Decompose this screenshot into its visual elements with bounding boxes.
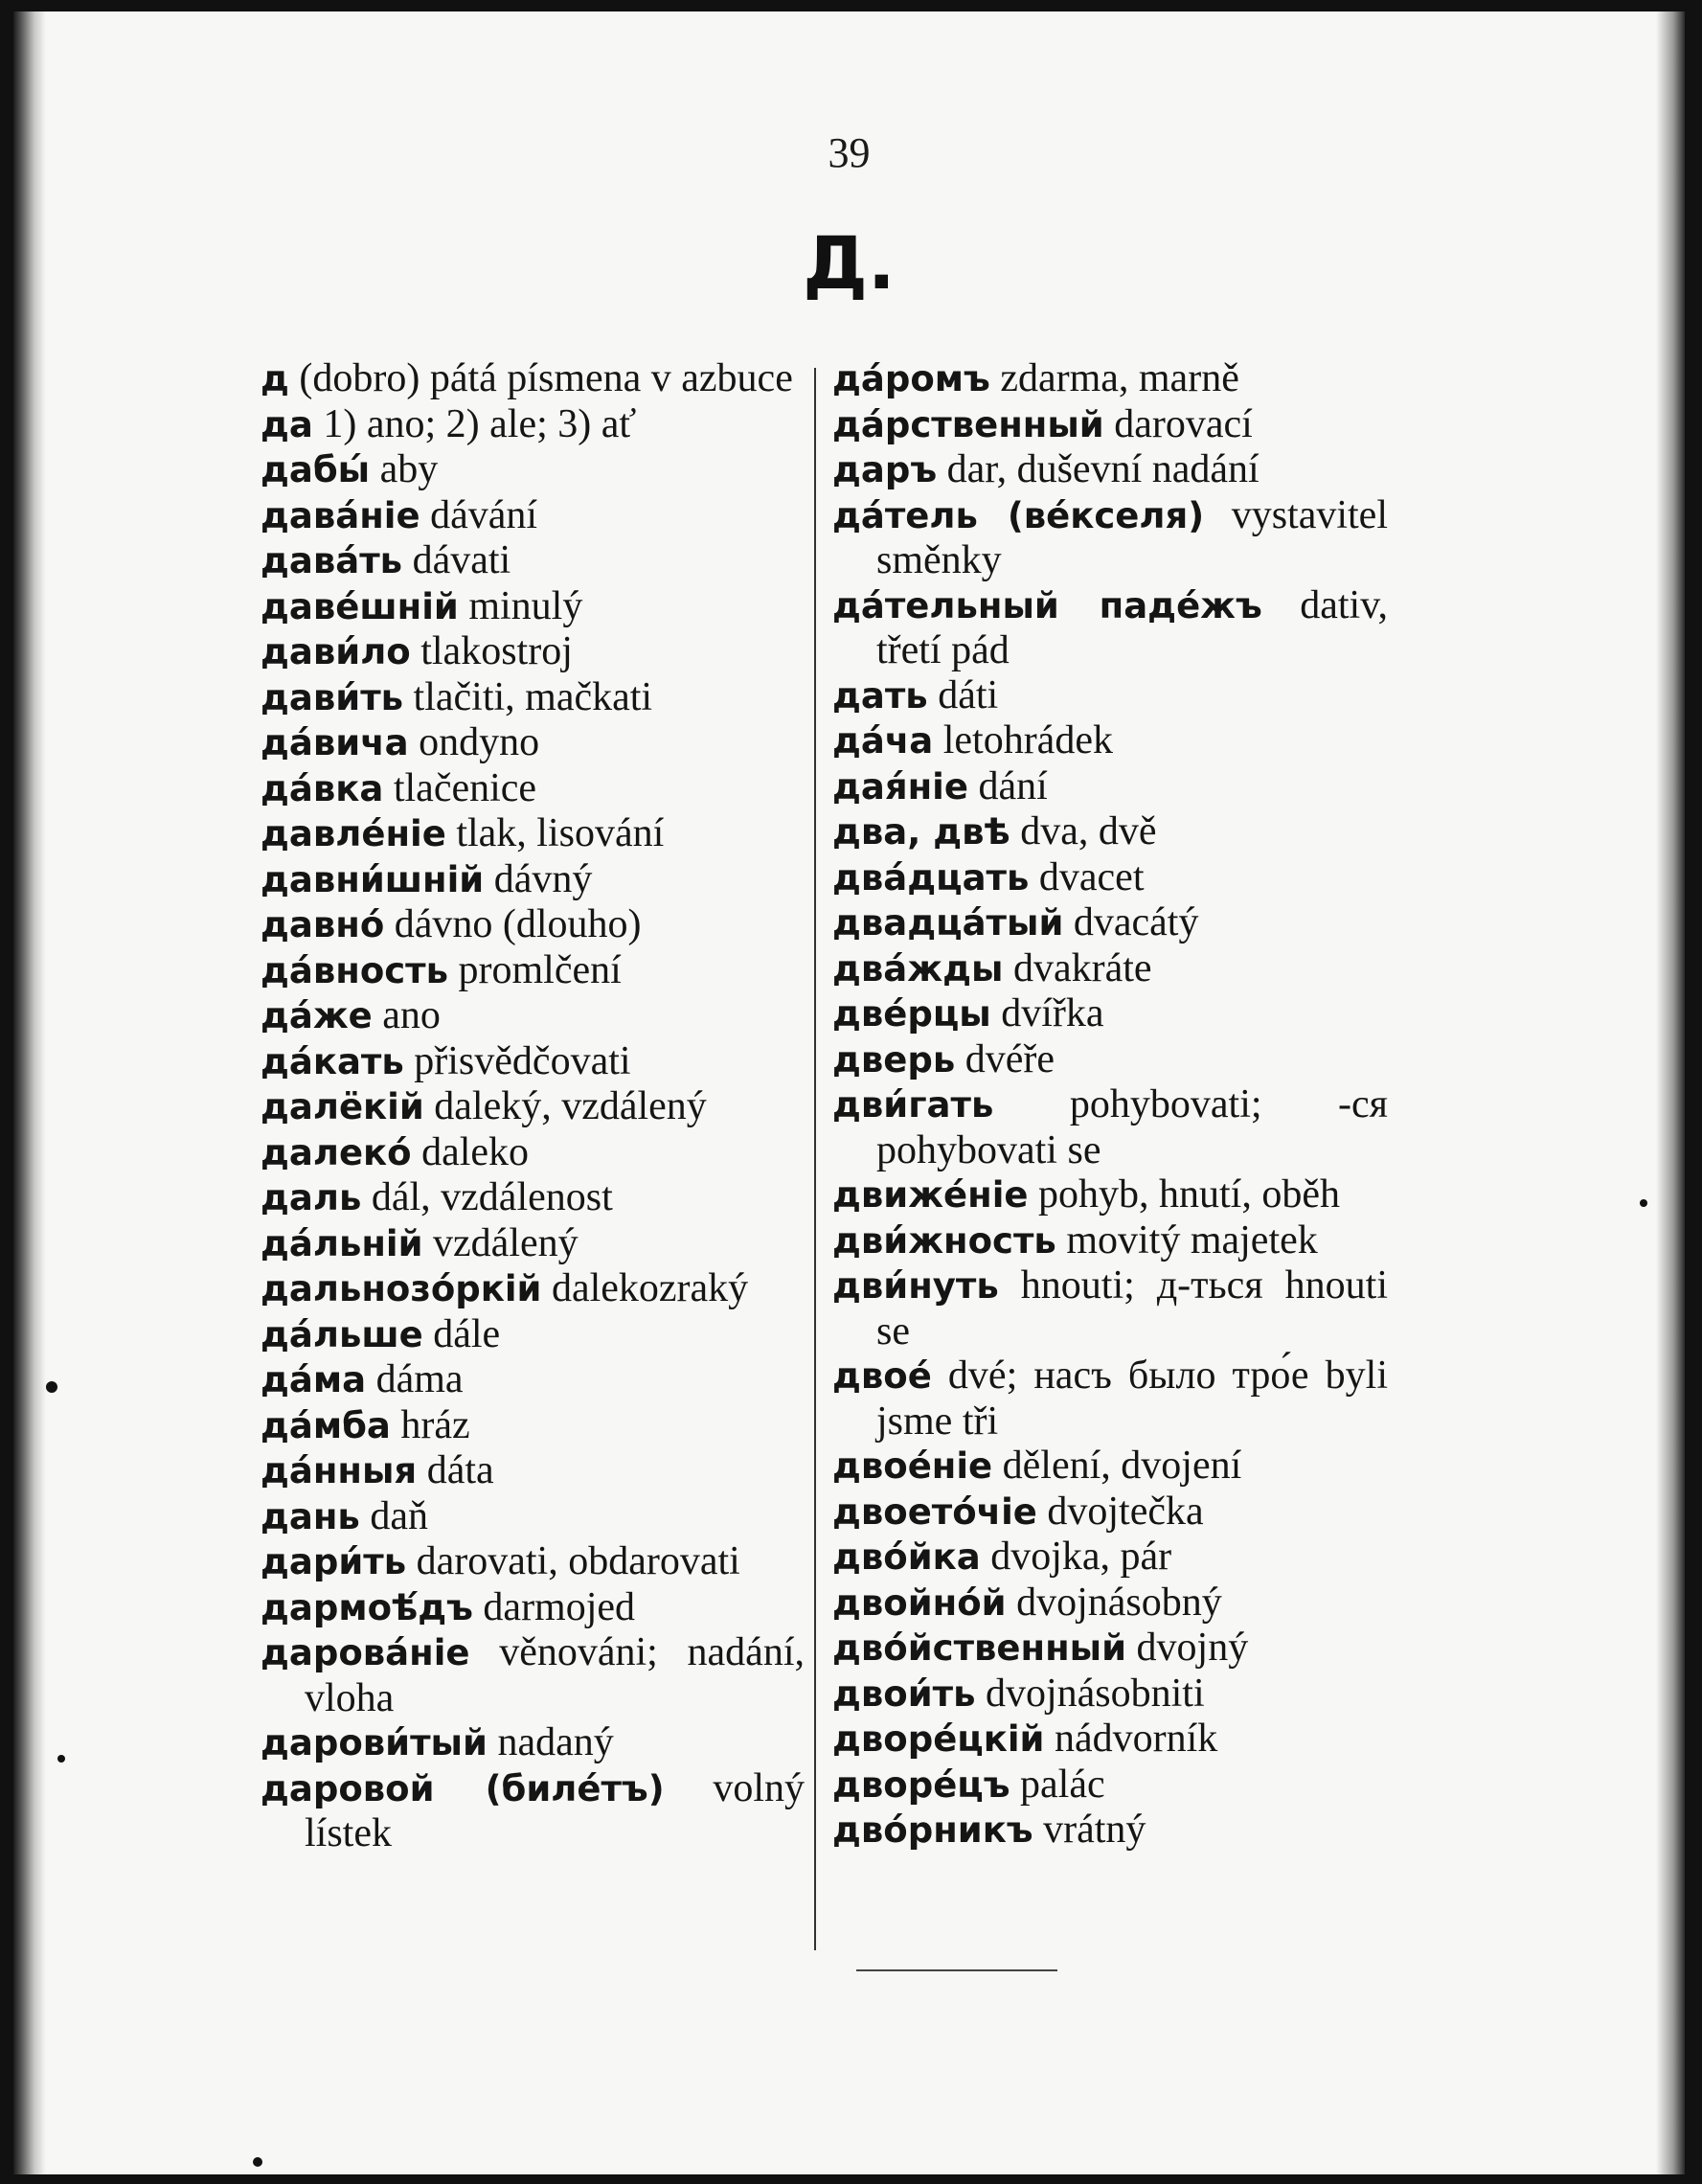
dictionary-entry <box>261 1539 805 1585</box>
entry-definition: darmojed <box>483 1584 636 1629</box>
entry-definition: hráz <box>400 1402 470 1447</box>
dictionary-entry <box>261 948 805 994</box>
dictionary-entry <box>261 356 805 402</box>
entry-definition: pohybovati; -ся pohybovati se <box>876 1082 1388 1172</box>
entry-definition: dvojnásobniti <box>985 1671 1205 1716</box>
entry-definition: (dobro) pátá písmena v azbuce <box>299 356 793 400</box>
entry-headword: дава́ніе <box>261 494 420 536</box>
entry-definition: dvojtečka <box>1047 1489 1204 1534</box>
dictionary-entry <box>832 447 1388 493</box>
page-number: 39 <box>828 129 871 176</box>
dictionary-entry <box>832 809 1388 855</box>
entry-headword: даръ <box>832 449 938 490</box>
entry-headword: дави́ло <box>261 631 411 672</box>
entry-definition: daň <box>370 1493 428 1538</box>
dictionary-entry <box>832 673 1388 719</box>
entry-headword: давно́ <box>261 904 385 945</box>
entry-headword: двое́ніе <box>832 1445 993 1487</box>
entry-definition: dáma <box>375 1357 464 1401</box>
entry-headword: давни́шній <box>261 858 485 900</box>
entry-headword: дарова́ніе <box>261 1632 470 1673</box>
dictionary-entry <box>261 675 805 721</box>
entry-definition: dávání <box>430 492 538 537</box>
dictionary-entry <box>832 946 1388 992</box>
entry-headword: д <box>261 358 289 399</box>
entry-headword: да́ма <box>261 1359 367 1400</box>
dictionary-entry <box>261 1084 805 1130</box>
dictionary-entry <box>261 1494 805 1540</box>
entry-headword: дво́йка <box>832 1536 981 1578</box>
dictionary-entry <box>261 1403 805 1449</box>
entry-definition: 1) ano; 2) ale; 3) ať <box>323 401 637 446</box>
dictionary-entry <box>832 991 1388 1037</box>
entry-headword: да <box>261 403 313 445</box>
entry-definition: letohrádek <box>942 718 1113 762</box>
column-divider <box>814 368 816 1950</box>
entry-headword: два, двѣ <box>832 811 1010 853</box>
dictionary-entry <box>261 1221 805 1267</box>
entry-definition: dar, duševní nadání <box>946 447 1259 491</box>
entry-definition: aby <box>379 447 439 491</box>
entry-definition: dávný <box>493 856 593 901</box>
entry-definition: dál, vzdálenost <box>371 1175 613 1219</box>
entry-definition: dáta <box>426 1448 494 1492</box>
entry-headword: давле́ніе <box>261 813 446 854</box>
print-speck <box>253 2157 262 2167</box>
dictionary-entry <box>832 1672 1388 1718</box>
entry-headword: даровой (биле́тъ) <box>261 1767 665 1809</box>
entry-definition: tlakostroj <box>420 629 573 673</box>
entry-headword: двойно́й <box>832 1581 1007 1624</box>
dictionary-entry <box>832 1082 1388 1172</box>
entry-definition: nadaný <box>497 1720 614 1764</box>
dictionary-entry <box>832 356 1388 402</box>
entry-definition: ondyno <box>419 720 540 764</box>
dictionary-entry <box>261 811 805 857</box>
entry-definition: volný lístek <box>305 1765 805 1855</box>
entry-definition: ano <box>382 993 441 1037</box>
entry-headword: дворе́цъ <box>832 1763 1010 1806</box>
entry-headword: дари́ть <box>261 1541 407 1582</box>
entry-definition: dávati <box>412 538 511 582</box>
entry-definition: dvacátý <box>1073 900 1199 944</box>
dictionary-entry <box>832 1763 1388 1809</box>
entry-definition: dvojnásobný <box>1016 1580 1222 1625</box>
entry-headword: да́вность <box>261 949 449 991</box>
entry-headword: да́вка <box>261 767 384 809</box>
entry-headword: двои́ть <box>832 1672 976 1715</box>
entry-definition: dvířka <box>1001 991 1104 1035</box>
entry-definition: movitý majetek <box>1066 1217 1318 1263</box>
entry-headword: да́льше <box>261 1313 423 1355</box>
dictionary-entry <box>832 402 1388 448</box>
dictionary-entry <box>832 855 1388 901</box>
entry-definition: dvojný <box>1136 1626 1249 1670</box>
entry-headword: дви́жность <box>832 1219 1056 1262</box>
entry-definition: promlčení <box>458 947 622 992</box>
entry-definition: daleký, vzdálený <box>434 1084 707 1128</box>
entry-definition: tlak, lisování <box>456 811 665 855</box>
entry-headword: двое́ <box>832 1355 932 1397</box>
section-letter-heading: Д. <box>803 220 896 306</box>
entry-headword: дверь <box>832 1038 956 1081</box>
entry-definition: dalekozraký <box>551 1266 749 1310</box>
entry-headword: дво́йственный <box>832 1627 1127 1669</box>
entry-headword: дви́гать <box>832 1084 994 1126</box>
entry-definition: dativ, třetí pád <box>876 582 1388 672</box>
dictionary-entry <box>832 493 1388 583</box>
print-speck <box>57 1755 65 1763</box>
dictionary-entry <box>832 900 1388 946</box>
entry-headword: да́нныя <box>261 1450 418 1491</box>
entry-headword: дарови́тый <box>261 1722 488 1763</box>
dictionary-entry <box>261 857 805 903</box>
dictionary-entry <box>261 1766 805 1856</box>
dictionary-page <box>13 11 1685 2174</box>
entry-definition: dvé; насъ было тро́е byli jsme tři <box>876 1354 1389 1444</box>
entry-definition: dáti <box>938 672 999 717</box>
entry-headword: да́тельный паде́жъ <box>832 584 1262 626</box>
entry-definition: přisvědčovati <box>414 1038 631 1083</box>
entry-headword: две́рцы <box>832 993 991 1035</box>
dictionary-entry <box>832 1626 1388 1672</box>
dictionary-entry <box>261 720 805 766</box>
entry-headword: дабы́ <box>261 449 371 490</box>
entry-definition: dvéře <box>964 1036 1055 1081</box>
print-speck <box>1640 1199 1647 1207</box>
entry-definition: palác <box>1020 1762 1105 1807</box>
entry-headword: дава́ть <box>261 540 403 581</box>
entry-headword: дворе́цкій <box>832 1718 1045 1760</box>
entry-headword: да́кать <box>261 1040 404 1082</box>
entry-headword: да́ромъ <box>832 358 990 399</box>
entry-definition: vrátný <box>1043 1808 1146 1852</box>
entry-definition: tlačiti, mačkati <box>413 674 653 719</box>
entry-headword: дармоѣ́дъ <box>261 1586 473 1628</box>
entry-definition: dvakráte <box>1012 945 1152 990</box>
entry-definition: darovací <box>1114 401 1253 446</box>
dictionary-entry <box>261 993 805 1039</box>
entry-headword: движе́ніе <box>832 1174 1029 1216</box>
entry-definition: dva, dvě <box>1020 809 1157 853</box>
dictionary-entry <box>261 447 805 493</box>
dictionary-entry <box>261 1448 805 1494</box>
entry-headword: да́льній <box>261 1222 423 1264</box>
dictionary-entry <box>261 1720 805 1766</box>
print-speck <box>46 1381 57 1393</box>
dictionary-entry <box>832 1172 1388 1218</box>
entry-headword: да́вича <box>261 722 409 763</box>
dictionary-entry <box>261 584 805 630</box>
dictionary-entry <box>261 766 805 812</box>
entry-definition: dvojka, pár <box>990 1535 1172 1579</box>
entry-definition: zdarma, marně <box>1000 356 1239 400</box>
entry-definition: nádvorník <box>1054 1717 1218 1761</box>
entry-headword: да́мба <box>261 1404 391 1446</box>
left-column <box>261 356 805 1856</box>
dictionary-entry <box>261 1130 805 1176</box>
dictionary-entry <box>261 1039 805 1085</box>
dictionary-entry <box>261 538 805 584</box>
entry-definition: věnováni; nadání, vloha <box>305 1630 805 1720</box>
entry-headword: дань <box>261 1495 360 1537</box>
entry-definition: dělení, dvojení <box>1002 1444 1242 1488</box>
dictionary-entry <box>832 1263 1388 1354</box>
dictionary-entry <box>832 718 1388 764</box>
dictionary-entry <box>832 1218 1388 1264</box>
dictionary-entry <box>261 1175 805 1221</box>
entry-headword: дая́ніе <box>832 765 968 808</box>
entry-headword: дать <box>832 674 928 717</box>
entry-headword: далёкій <box>261 1086 424 1127</box>
entry-definition: vzdálený <box>433 1220 579 1265</box>
entry-definition: dvacet <box>1038 854 1145 899</box>
entry-headword: да́тель (ве́кселя) <box>832 494 1205 536</box>
dictionary-entry <box>832 1717 1388 1763</box>
dictionary-entry <box>832 1037 1388 1083</box>
dictionary-entry <box>261 493 805 539</box>
entry-definition: vystavitel směnky <box>876 492 1388 582</box>
entry-headword: да́рственный <box>832 403 1104 445</box>
entry-headword: двадца́тый <box>832 902 1064 944</box>
dictionary-entry <box>261 902 805 948</box>
dictionary-entry <box>261 629 805 675</box>
entry-headword: да́ча <box>832 720 934 762</box>
dictionary-entry <box>261 1630 805 1720</box>
entry-headword: дави́ть <box>261 676 404 718</box>
entry-definition: daleko <box>421 1129 530 1174</box>
entry-headword: двоето́чіе <box>832 1490 1037 1533</box>
entry-definition: minulý <box>468 583 583 628</box>
dictionary-entry <box>832 764 1388 810</box>
entry-headword: даве́шній <box>261 585 459 627</box>
entry-headword: даль <box>261 1177 362 1218</box>
entry-headword: два́жды <box>832 947 1004 990</box>
entry-headword: два́дцать <box>832 856 1030 899</box>
dictionary-entry <box>832 583 1388 673</box>
entry-headword: дви́нуть <box>832 1265 999 1307</box>
end-rule <box>856 1969 1057 1971</box>
dictionary-entry <box>832 1354 1388 1444</box>
entry-definition: hnouti; д-ться hnouti se <box>876 1263 1389 1354</box>
dictionary-entry <box>832 1535 1388 1581</box>
dictionary-entry <box>261 1357 805 1403</box>
entry-headword: далеко́ <box>261 1131 412 1173</box>
dictionary-entry <box>261 1585 805 1631</box>
right-column <box>832 356 1388 1854</box>
dictionary-entry <box>261 1312 805 1358</box>
page-edge-shadow <box>1656 11 1685 2174</box>
dictionary-entry <box>261 1266 805 1312</box>
entry-definition: dání <box>978 763 1048 808</box>
entry-definition: darovati, obdarovati <box>416 1539 740 1583</box>
entry-definition: dávno (dlouho) <box>394 902 642 946</box>
entry-definition: tlačenice <box>393 765 537 810</box>
dictionary-entry <box>261 402 805 448</box>
entry-headword: да́же <box>261 995 373 1036</box>
entry-headword: дальнозо́ркій <box>261 1268 542 1309</box>
dictionary-entry <box>832 1581 1388 1627</box>
entry-definition: dále <box>433 1311 501 1356</box>
dictionary-entry <box>832 1490 1388 1536</box>
dictionary-entry <box>832 1444 1388 1490</box>
dictionary-entry <box>832 1808 1388 1854</box>
entry-definition: pohyb, hnutí, oběh <box>1037 1172 1340 1217</box>
entry-headword: дво́рникъ <box>832 1809 1033 1851</box>
page-binding-shadow <box>13 11 46 2174</box>
